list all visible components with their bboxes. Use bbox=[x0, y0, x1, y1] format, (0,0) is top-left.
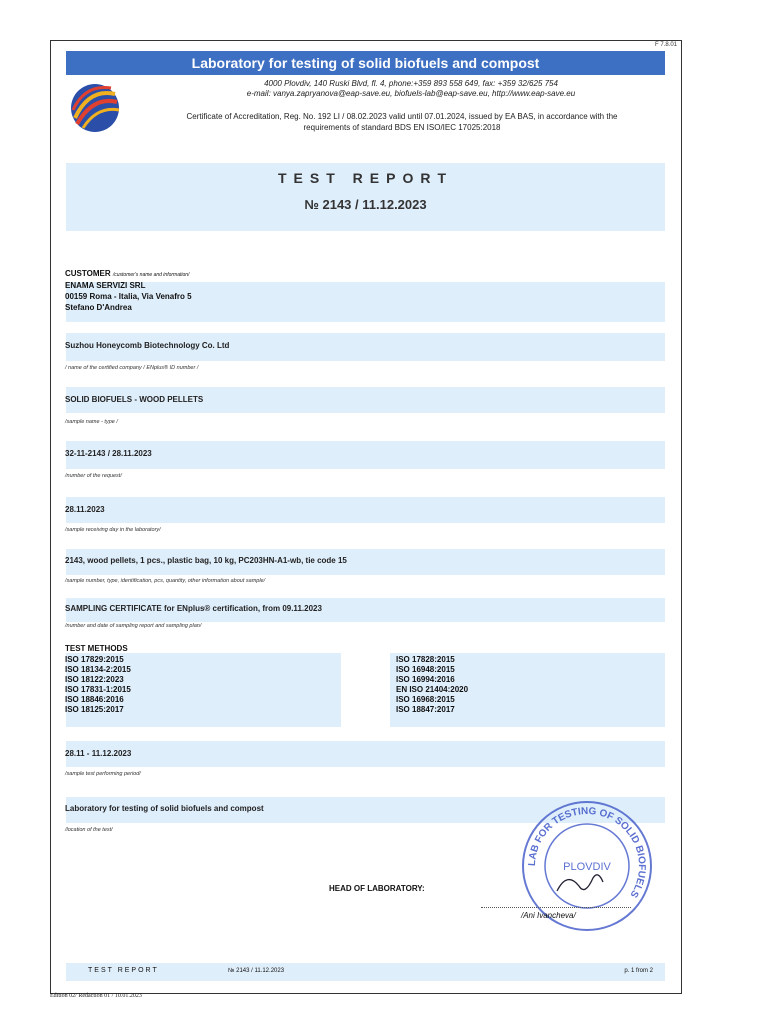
signatory-name: /Ani Ivancheva/ bbox=[521, 911, 576, 920]
customer-info bbox=[65, 280, 192, 313]
customer-label-text: CUSTOMER bbox=[65, 269, 111, 278]
method-item: ISO 16968:2015 bbox=[396, 695, 455, 704]
methods-right-list bbox=[396, 655, 468, 715]
sampling-certificate-caption: /number and date of sampling report and sampling plan/ bbox=[65, 623, 202, 629]
stamp-ring-text: LAB FOR TESTING OF SOLID BIOFUELS bbox=[526, 805, 648, 900]
sample-info: 2143, wood pellets, 1 pcs., plastic bag, 10 kg, PC203HN-A1-wb, tie code 15 bbox=[65, 556, 347, 565]
field-band bbox=[66, 741, 665, 767]
customer-name: ENAMA SERVIZI SRL bbox=[65, 281, 146, 290]
field-band bbox=[66, 441, 665, 469]
form-code: F 7.8.01 bbox=[654, 42, 677, 48]
page-footer bbox=[66, 963, 665, 981]
method-item: ISO 17828:2015 bbox=[396, 655, 455, 664]
certified-company-caption: / name of the certified company / ENplus® ID number / bbox=[65, 365, 199, 371]
method-item: ISO 17831-1:2015 bbox=[65, 685, 131, 694]
footer-doc-type: TEST REPORT bbox=[88, 967, 159, 974]
method-item: ISO 16994:2016 bbox=[396, 675, 455, 684]
accreditation bbox=[139, 111, 665, 133]
method-item: ISO 16948:2015 bbox=[396, 665, 455, 674]
certified-company: Suzhou Honeycomb Biotechnology Co. Ltd bbox=[65, 341, 230, 350]
test-period-caption: /sample test performing period/ bbox=[65, 771, 141, 777]
footer-report-number: № 2143 / 11.12.2023 bbox=[228, 968, 285, 974]
lab-name-banner: Laboratory for testing of solid biofuels and compost bbox=[66, 51, 665, 75]
method-item: ISO 18122:2023 bbox=[65, 675, 124, 684]
stamp-center-text: PLOVDIV bbox=[563, 861, 611, 873]
test-period: 28.11 - 11.12.2023 bbox=[65, 749, 132, 758]
receiving-day: 28.11.2023 bbox=[65, 505, 105, 514]
method-item: ISO 18125:2017 bbox=[65, 705, 124, 714]
lab-address bbox=[191, 79, 631, 99]
method-item: EN ISO 21404:2020 bbox=[396, 685, 469, 694]
test-location: Laboratory for testing of solid biofuels and compost bbox=[65, 804, 264, 813]
email-line: e-mail: vanya.zapryanova@eap-save.eu, biofuels-lab@eap-save.eu, http://www.eap-save.eu bbox=[246, 89, 576, 98]
accreditation-line: Certificate of Accreditation, Reg. No. 192 LI / 08.02.2023 valid until 07.01.2024, issued by EA BAS, in accordance with the bbox=[186, 112, 618, 121]
address-line: 4000 Plovdiv, 140 Ruski Blvd, fl. 4, phone:+359 893 558 649, fax: +359 32/625 754 bbox=[264, 79, 558, 88]
sampling-certificate: SAMPLING CERTIFICATE for ENplus® certification, from 09.11.2023 bbox=[65, 604, 322, 613]
method-item: ISO 18134-2:2015 bbox=[65, 665, 131, 674]
sample-info-caption: /sample number, type, identification, pcs, quantity, other information about sample/ bbox=[65, 578, 266, 584]
accreditation-line-2: requirements of standard BDS EN ISO/IEC 17025:2018 bbox=[303, 123, 501, 132]
customer-address: 00159 Roma - Italia, Via Venafro 5 bbox=[65, 292, 192, 301]
svg-text:LAB FOR TESTING OF SOLID BIOFU bbox=[527, 806, 647, 900]
methods-left-list bbox=[65, 655, 131, 715]
signature-line bbox=[481, 907, 631, 908]
test-location-caption: /location of the test/ bbox=[65, 827, 113, 833]
sample-name-caption: /sample name - type / bbox=[65, 419, 118, 425]
footer-page-number: p. 1 from 2 bbox=[624, 968, 653, 974]
request-number: 32-11-2143 / 28.11.2023 bbox=[65, 449, 152, 458]
report-title: TEST REPORT bbox=[277, 170, 453, 186]
report-title-box bbox=[66, 163, 665, 231]
head-of-laboratory-label: HEAD OF LABORATORY: bbox=[329, 884, 425, 893]
customer-label bbox=[65, 269, 189, 278]
edition-note: Edition 02/ Redaction 01 / 10.01.2023 bbox=[50, 993, 142, 999]
report-page bbox=[50, 40, 682, 994]
request-number-caption: /number of the request/ bbox=[65, 473, 122, 479]
customer-sublabel: /customer's name and information/ bbox=[112, 272, 190, 278]
method-item: ISO 18846:2016 bbox=[65, 695, 124, 704]
field-band bbox=[66, 497, 665, 523]
customer-contact: Stefano D'Andrea bbox=[65, 303, 132, 312]
sample-name: SOLID BIOFUELS - WOOD PELLETS bbox=[65, 395, 204, 404]
test-methods-title: TEST METHODS bbox=[65, 644, 128, 653]
method-item: ISO 17829:2015 bbox=[65, 655, 124, 664]
method-item: ISO 18847:2017 bbox=[396, 705, 455, 714]
receiving-day-caption: /sample receiving day in the laboratory/ bbox=[65, 527, 161, 533]
lab-logo-icon bbox=[67, 80, 123, 136]
report-number: № 2143 / 11.12.2023 bbox=[304, 197, 427, 212]
